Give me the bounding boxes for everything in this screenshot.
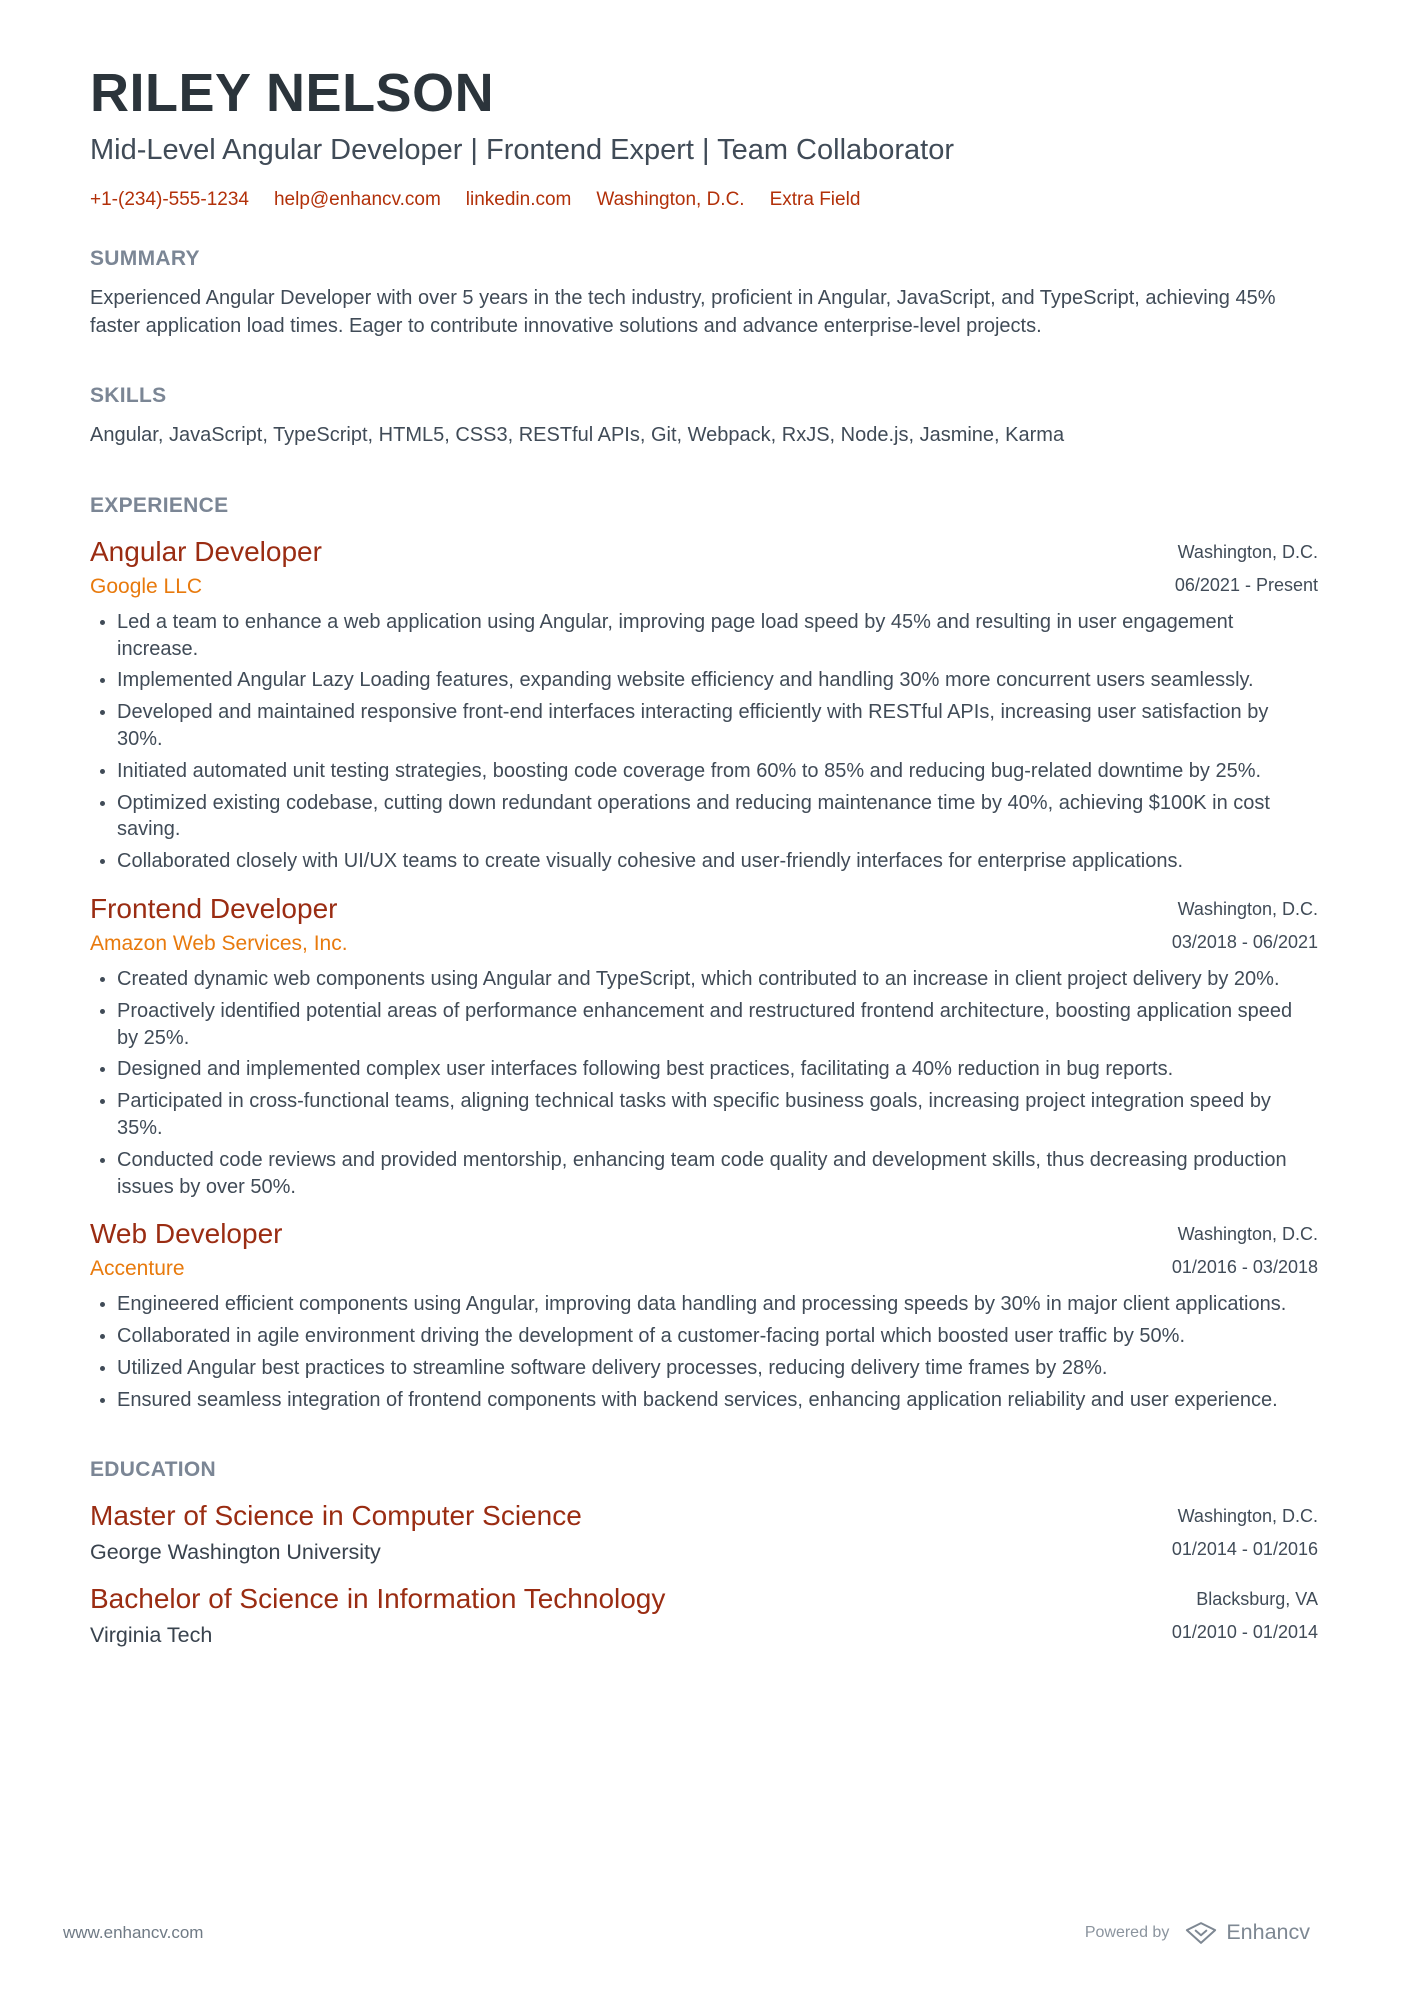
experience-section bbox=[90, 494, 1318, 1414]
footer-website-link[interactable]: www.enhancv.com bbox=[63, 1922, 204, 1942]
experience-heading: EXPERIENCE bbox=[90, 493, 229, 517]
job-bullet: • Designed and implemented complex user interfaces following best practices, facilitating a 40% reduction in bug reports. bbox=[117, 1056, 1318, 1083]
education-meta bbox=[1172, 1583, 1318, 1643]
job-bullet: • Implemented Angular Lazy Loading features, expanding website efficiency and handling 30% more concurrent users seamlessly. bbox=[117, 667, 1318, 694]
education-meta bbox=[1172, 1500, 1318, 1560]
contact-link[interactable]: Washington, D.C. bbox=[596, 189, 745, 210]
education-entry bbox=[90, 1583, 1318, 1648]
job-meta bbox=[1172, 1218, 1318, 1278]
job-bullet: • Utilized Angular best practices to streamline software delivery processes, reducing delivery time frames by 28%. bbox=[117, 1355, 1318, 1382]
job-location: Washington, D.C. bbox=[1177, 541, 1318, 562]
skills-heading: SKILLS bbox=[90, 384, 167, 408]
job-bullet-list bbox=[90, 1291, 1318, 1413]
job-bullet: • Optimized existing codebase, cutting down redundant operations and reducing maintenance time by 40%, achieving $100K in cost saving. bbox=[117, 790, 1318, 844]
job-entry bbox=[90, 893, 1318, 1200]
job-bullet: • Initiated automated unit testing strategies, boosting code coverage from 60% to 85% and reducing bug-related downtime by 25%. bbox=[117, 758, 1318, 785]
job-header bbox=[90, 1218, 1318, 1281]
contact-row bbox=[90, 189, 1318, 211]
job-header bbox=[90, 893, 1318, 956]
enhancv-brand bbox=[1185, 1920, 1310, 1945]
job-dates: 01/2016 - 03/2018 bbox=[1171, 1257, 1318, 1278]
degree-dates: 01/2010 - 01/2014 bbox=[1171, 1621, 1318, 1642]
job-bullet: • Developed and maintained responsive front-end interfaces interacting efficiently with RESTful APIs, increasing user satisfaction by 30%. bbox=[117, 699, 1318, 753]
job-title: Web Developer bbox=[90, 1218, 283, 1250]
job-bullet: • Proactively identified potential areas of performance enhancement and restructured frontend architecture, boosting application speed by 25%. bbox=[117, 998, 1318, 1052]
job-bullet: • Collaborated closely with UI/UX teams to create visually cohesive and user-friendly interfaces for enterprise applications. bbox=[117, 848, 1318, 875]
job-bullet: • Created dynamic web components using Angular and TypeScript, which contributed to an increase in client project delivery by 20%. bbox=[117, 966, 1318, 993]
education-entry bbox=[90, 1500, 1318, 1565]
contact-link[interactable]: +1-(234)-555-1234 bbox=[90, 189, 249, 210]
contact-link[interactable]: help@enhancv.com bbox=[273, 189, 441, 210]
job-bullet-list bbox=[90, 966, 1318, 1200]
job-meta bbox=[1175, 536, 1318, 596]
job-title: Angular Developer bbox=[90, 535, 322, 567]
candidate-headline: Mid-Level Angular Developer | Frontend Expert | Team Collaborator bbox=[90, 134, 955, 166]
job-company: Amazon Web Services, Inc. bbox=[90, 931, 348, 955]
job-bullet: • Conducted code reviews and provided mentorship, enhancing team code quality and development skills, thus decreasing production issues by over 50%. bbox=[117, 1147, 1318, 1201]
job-location: Washington, D.C. bbox=[1177, 1224, 1318, 1245]
job-location: Washington, D.C. bbox=[1177, 898, 1318, 919]
education-heading: EDUCATION bbox=[90, 1457, 216, 1481]
job-header-left bbox=[90, 1218, 282, 1281]
job-dates: 06/2021 - Present bbox=[1174, 574, 1318, 595]
education-section bbox=[90, 1458, 1318, 1648]
degree-title: Bachelor of Science in Information Technology bbox=[90, 1582, 666, 1614]
education-entry-left bbox=[90, 1500, 582, 1565]
job-bullet: • Participated in cross-functional teams, aligning technical tasks with specific business goals, increasing project integration speed by 35%. bbox=[117, 1088, 1318, 1142]
contact-link[interactable]: Extra Field bbox=[769, 189, 861, 210]
education-entry-left bbox=[90, 1583, 665, 1648]
skills-section bbox=[90, 384, 1318, 450]
enhancv-logo-icon bbox=[1185, 1921, 1217, 1945]
candidate-name: RILEY NELSON bbox=[90, 63, 495, 123]
job-bullet: • Ensured seamless integration of frontend components with backend services, enhancing application reliability and user experience. bbox=[117, 1387, 1318, 1414]
education-entry-header bbox=[90, 1583, 1318, 1648]
job-bullet: • Engineered efficient components using Angular, improving data handling and processing speeds by 30% in major client applications. bbox=[117, 1291, 1318, 1318]
degree-school: Virginia Tech bbox=[90, 1622, 213, 1647]
degree-dates: 01/2014 - 01/2016 bbox=[1171, 1538, 1318, 1559]
summary-heading: SUMMARY bbox=[90, 247, 200, 270]
job-meta bbox=[1172, 893, 1318, 953]
degree-school: George Washington University bbox=[90, 1539, 381, 1564]
education-entry-header bbox=[90, 1500, 1318, 1565]
enhancv-brand-label: Enhancv bbox=[1226, 1920, 1310, 1944]
job-company: Accenture bbox=[90, 1257, 185, 1281]
job-header bbox=[90, 536, 1318, 599]
job-header-left bbox=[90, 536, 322, 599]
job-bullet-list bbox=[90, 609, 1318, 875]
degree-location: Blacksburg, VA bbox=[1196, 1588, 1318, 1609]
job-header-left bbox=[90, 893, 348, 956]
summary-section bbox=[90, 247, 1318, 340]
job-bullet: • Collaborated in agile environment driving the development of a customer-facing portal which boosted user traffic by 50%. bbox=[117, 1323, 1318, 1350]
powered-by-block bbox=[1085, 1920, 1310, 1945]
job-entry bbox=[90, 1218, 1318, 1413]
job-bullet: • Led a team to enhance a web application using Angular, improving page load speed by 45% and resulting in user engagement increase. bbox=[117, 609, 1318, 663]
degree-location: Washington, D.C. bbox=[1177, 1505, 1318, 1526]
job-entry bbox=[90, 536, 1318, 875]
contact-link[interactable]: linkedin.com bbox=[465, 189, 572, 210]
powered-by-label: Powered by bbox=[1084, 1923, 1170, 1941]
degree-title: Master of Science in Computer Science bbox=[90, 1499, 582, 1531]
job-dates: 03/2018 - 06/2021 bbox=[1171, 931, 1318, 952]
skills-text: Angular, JavaScript, TypeScript, HTML5, CSS3, RESTful APIs, Git, Webpack, RxJS, Node.js, Jasmine, Karma bbox=[90, 424, 1065, 447]
job-title: Frontend Developer bbox=[90, 892, 338, 924]
job-company: Google LLC bbox=[90, 574, 203, 598]
summary-text: Experienced Angular Developer with over 5 years in the tech industry, proficient in Angular, JavaScript, and TypeScript, achieving 45% faster application load times. Eager to contribute innovative solutions and advance enterprise-level projects. bbox=[90, 287, 1276, 337]
page-footer bbox=[63, 1920, 1310, 1945]
